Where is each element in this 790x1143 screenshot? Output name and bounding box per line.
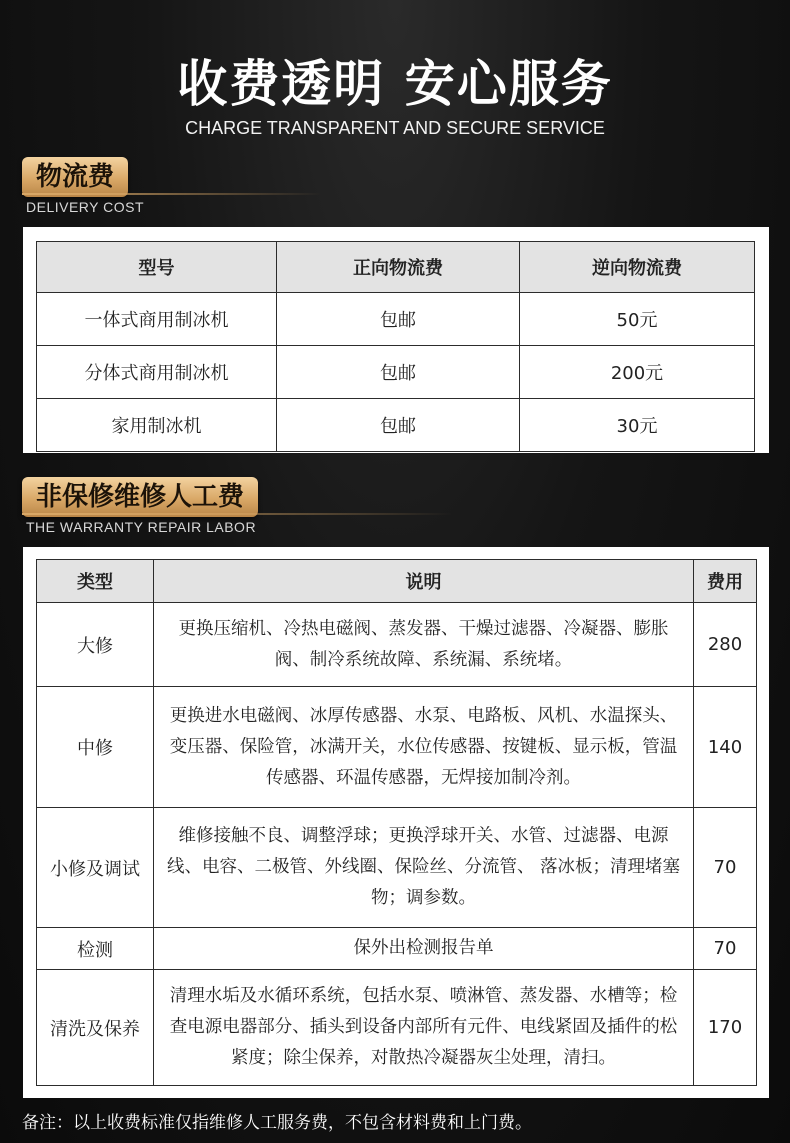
table-row: [37, 970, 757, 1086]
type-cell: 清洗及保养: [37, 970, 154, 1086]
footer-note: 备注：以上收费标准仅指维修人工服务费，不包含材料费和上门费。: [22, 1113, 532, 1133]
fee-cell: 280: [694, 603, 757, 687]
table-row: [37, 808, 757, 928]
type-cell: 检测: [37, 928, 154, 970]
model-cell: 分体式商用制冰机: [37, 346, 277, 399]
delivery-card: [23, 227, 769, 453]
model-cell: 家用制冰机: [37, 399, 277, 452]
type-cell: 小修及调试: [37, 808, 154, 928]
column-header: 说明: [154, 560, 694, 603]
description-cell: 维修接触不良、调整浮球；更换浮球开关、水管、过滤器、电源线、电容、二极管、外线圈、保险丝、分流管、 落冰板；清理堵塞物；调参数。: [154, 808, 694, 928]
delivery-badge-en: DELIVERY COST: [26, 199, 145, 215]
delivery-badge-underline: [22, 193, 322, 195]
column-header: 类型: [37, 560, 154, 603]
delivery-badge: 物流费: [22, 157, 128, 197]
table-row: [37, 603, 757, 687]
description-cell: 更换压缩机、冷热电磁阀、蒸发器、干燥过滤器、冷凝器、膨胀阀、制冷系统故障、系统漏、系统堵。: [154, 603, 694, 687]
table-header-row: [37, 560, 757, 603]
labor-badge: 非保修维修人工费: [22, 477, 258, 517]
description-cell: 清理水垢及水循环系统，包括水泵、喷淋管、蒸发器、水槽等；检查电源电器部分、插头到设备内部所有元件、电线紧固及插件的松紧度；除尘保养，对散热冷凝器灰尘处理，清扫。: [154, 970, 694, 1086]
fee-cell: 70: [694, 808, 757, 928]
description-cell: 更换进水电磁阀、冰厚传感器、水泵、电路板、风机、水温探头、变压器、保险管，冰满开关，水位传感器、按键板、显示板，管温传感器、环温传感器，无焊接加制冷剂。: [154, 687, 694, 808]
column-header: 型号: [37, 242, 277, 293]
table-row: [37, 687, 757, 808]
labor-badge-underline: [22, 513, 452, 515]
table-row: [37, 293, 755, 346]
table-row: [37, 928, 757, 970]
type-cell: 大修: [37, 603, 154, 687]
column-header: 费用: [694, 560, 757, 603]
forward-cost-cell: 包邮: [277, 293, 520, 346]
labor-badge-en: THE WARRANTY REPAIR LABOR: [26, 519, 257, 535]
fee-cell: 170: [694, 970, 757, 1086]
table-row: [37, 346, 755, 399]
forward-cost-cell: 包邮: [277, 399, 520, 452]
labor-card: [23, 547, 769, 1098]
model-cell: 一体式商用制冰机: [37, 293, 277, 346]
reverse-cost-cell: 200元: [520, 346, 755, 399]
table-row: [37, 399, 755, 452]
reverse-cost-cell: 30元: [520, 399, 755, 452]
page-title: 收费透明 安心服务: [177, 55, 613, 113]
type-cell: 中修: [37, 687, 154, 808]
table-header-row: [37, 242, 755, 293]
fee-cell: 70: [694, 928, 757, 970]
page-subtitle: CHARGE TRANSPARENT AND SECURE SERVICE: [185, 118, 605, 138]
description-cell: 保外出检测报告单: [154, 928, 694, 970]
labor-table: [36, 559, 757, 1086]
column-header: 正向物流费: [277, 242, 520, 293]
delivery-table: [36, 241, 755, 452]
column-header: 逆向物流费: [520, 242, 755, 293]
reverse-cost-cell: 50元: [520, 293, 755, 346]
fee-cell: 140: [694, 687, 757, 808]
forward-cost-cell: 包邮: [277, 346, 520, 399]
